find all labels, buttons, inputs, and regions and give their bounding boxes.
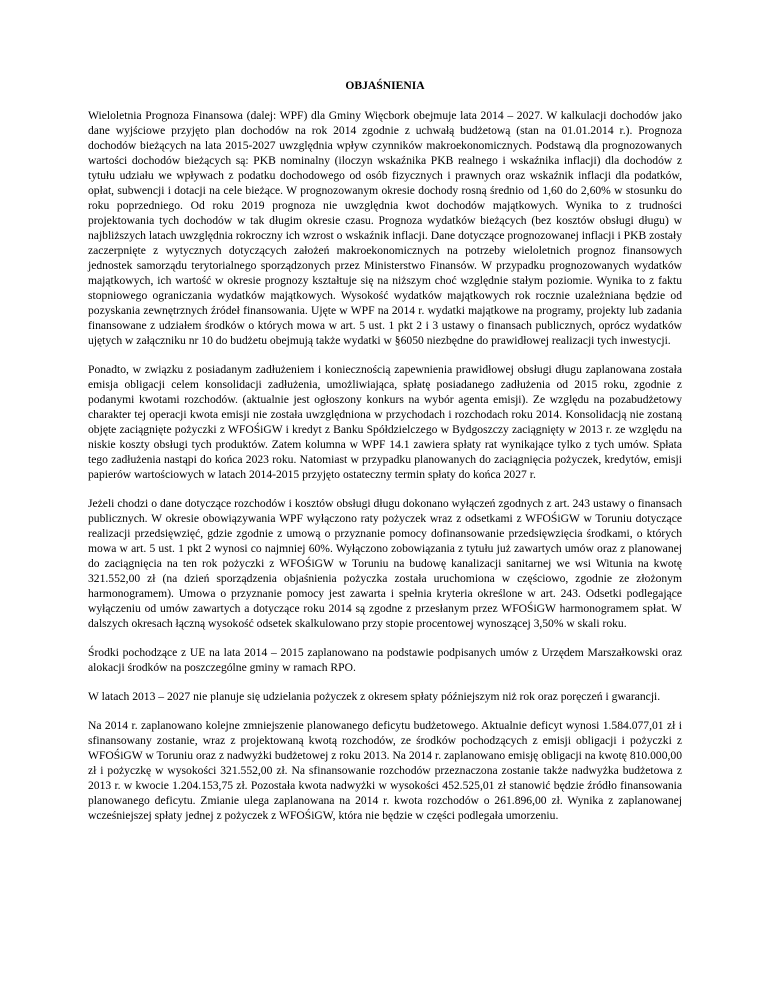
paragraph-debt-exclusions: Jeżeli chodzi o dane dotyczące rozchodów i kosztów obsługi długu dokonano wyłączeń zgodnych z art. 243 ustawy o finansach publicznych. W okresie obowiązywania WPF wyłączono raty pożyczek wraz z odsetkami z WFOŚiGW w Toruniu dotyczące realizacji przedsięwzięć, gdzie zgodnie z umową o przyznanie pomocy dofinansowanie przedsięwzięcia środkami, o których mowa w art. 5 ust. 1 pkt 2 wynosi co najmniej 60%. Wyłączono zobowiązania z tytułu już zawartych umów oraz z planowanej do zaciągnięcia na ten rok pożyczki z WFOŚiGW w Toruniu na budowę kanalizacji sanitarnej we wsi Witunia na kwotę 321.552,00 zł (na dzień sporządzenia objaśnienia pożyczka została uruchomiona w częściowo, zgodnie ze złożonym harmonogramem). Umowa o przyznanie pomocy jest zawarta i spełnia kryteria określone w art. 243. Odsetki podlegające wyłączeniu od umów zawartych a dotyczące roku 2014 są zgodne z przesłanym przez WFOŚiGW harmonogramem spłat. W dalszych okresach łączną wysokość odsetek skalkulowano przy stopie procentowej wynoszącej 3,50% w skali roku. <box>88 497 682 630</box>
paragraph-eu-funds: Środki pochodzące z UE na lata 2014 – 2015 zaplanowano na podstawie podpisanych umów z Urzędem Marszałkowski oraz alokacji środków na poszczególne gminy w ramach RPO. <box>88 646 682 674</box>
document-page <box>88 78 682 837</box>
paragraph-deficit: Na 2014 r. zaplanowano kolejne zmniejszenie planowanego deficytu budżetowego. Aktualnie deficyt wynosi 1.584.077,01 zł i sfinansowany zostanie, wraz z projektowaną kwotą rozchodów, ze środków pochodzących z emisji obligacji i pożyczki z WFOŚiGW w Toruniu oraz z nadwyżki budżetowej z roku 2013. Na 2014 r. zaplanowano emisję obligacji na kwotę 810.000,00 zł i pożyczkę w wysokości 321.552,00 zł. Na sfinansowanie rozchodów przeznaczona zostanie także nadwyżka budżetowa z 2013 r. w kwocie 1.204.153,75 zł. Pozostała kwota nadwyżki w wysokości 452.525,01 zł stanowić będzie źródło finansowania planowanego deficytu. Zmianie ulega zaplanowana na 2014 r. kwota rozchodów o 261.896,00 zł. Wynika z zaplanowanej wcześniejszej spłaty jednej z pożyczek z WFOŚiGW, która nie będzie w części podlegała umorzeniu. <box>88 719 682 822</box>
paragraph-loans-guarantees: W latach 2013 – 2027 nie planuje się udzielania pożyczek z okresem spłaty późniejszym niż rok oraz poręczeń i gwarancji. <box>88 690 661 703</box>
paragraph-wpf-overview: Wieloletnia Prognoza Finansowa (dalej: WPF) dla Gminy Więcbork obejmuje lata 2014 – 2027. W kalkulacji dochodów jako dane wyjściowe przyjęto plan dochodów na rok 2014 zgodnie z uchwałą budżetową (stan na 01.01.2014 r.). Prognoza dochodów bieżących na lata 2015-2027 uwzględnia wpływ czynników makroekonomicznych. Podstawą dla prognozowanych wartości dochodów bieżących są: PKB nominalny (iloczyn wskaźnika PKB realnego i wskaźnika inflacji) dla dochodów z tytułu udziału we wpływach z podatku dochodowego od osób fizycznych i prawnych oraz wskaźnik inflacji dla podatków, opłat, subwencji i dotacji na cele bieżące. W prognozowanym okresie dochody rosną średnio od 1,60 do 2,60% w stosunku do roku poprzedniego. Od roku 2019 prognoza nie uwzględnia kwot dochodów majątkowych. Wynika to z trudności projektowania tych dochodów w tak długim okresie czasu. Prognoza wydatków bieżących (bez kosztów obsługi długu) w najbliższych latach uwzględnia rokroczny ich wzrost o wskaźnik inflacji. Dane dotyczące prognozowanej inflacji i PKB zostały zaczerpnięte z wytycznych dotyczących założeń makroekonomicznych na potrzeby wieloletnich prognoz finansowych jednostek samorządu terytorialnego sporządzonych przez Ministerstwo Finansów. W przypadku prognozowanych wydatków majątkowych, ich wartość w okresie prognozy kształtuje się na niższym choć względnie stałym poziomie. Wynika to z faktu stopniowego ograniczania wydatków majątkowych. Wysokość wydatków majątkowych rok rocznie uzależniana będzie od pozyskania zewnętrznych źródeł finansowania. Ujęte w WPF na 2014 r. wydatki majątkowe na programy, projekty lub zadania finansowane z udziałem środków o których mowa w art. 5 ust. 1 pkt 2 i 3 ustawy o finansach publicznych, oprócz wydatków ujętych w załączniku nr 10 do budżetu obejmują także wydatki w §6050 niezbędne do prawidłowej realizacji tych inwestycji. <box>88 109 682 347</box>
paragraph-debt-consolidation: Ponadto, w związku z posiadanym zadłużeniem i koniecznością zapewnienia prawidłowej obsługi długu zaplanowana została emisja obligacji celem konsolidacji zadłużenia, umożliwiająca, spłatę posiadanego zadłużenia od 2015 roku, zgodnie z podanymi kwotami rozchodów. (aktualnie jest ogłoszony konkurs na wybór agenta emisji). Ze względu na pozabudżetowy charakter tej operacji kwota emisji nie została uwzględniona w przychodach i rozchodach roku 2014. Konsolidacją nie zostaną objęte zaciągnięte pożyczki z WFOŚiGW i kredyt z Banku Spółdzielczego w Bydgoszczy zaciągnięty w 2013 r. ze względu na niskie koszty obsługi tych produktów. Zatem kolumna w WPF 14.1 zawiera spłaty rat wynikające tylko z tych umów. Spłata tego zadłużenia nastąpi do końca 2023 roku. Natomiast w przypadku planowanych do zaciągnięcia pożyczek, kredytów, emisji papierów wartościowych w latach 2014-2015 przyjęto ostateczny termin spłaty do końca 2027 r. <box>88 363 682 481</box>
document-title: OBJAŚNIENIA <box>345 79 425 92</box>
